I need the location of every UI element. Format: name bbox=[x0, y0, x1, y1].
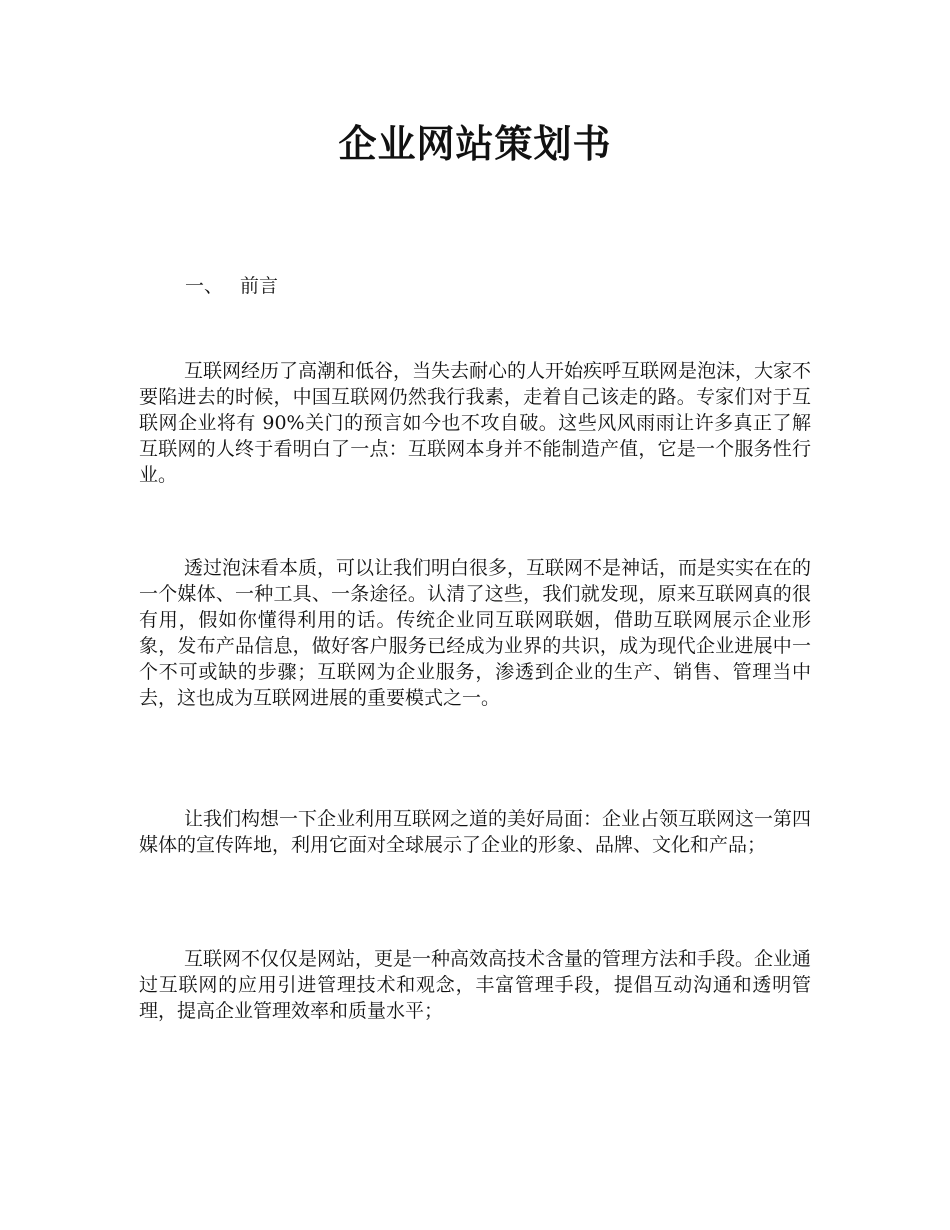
section-title: 前言 bbox=[240, 275, 279, 297]
paragraph: 互联网不仅仅是网站，更是一种高效高技术含量的管理方法和手段。企业通过互联网的应用引进管理技术和观念，丰富管理手段，提倡互动沟通和透明管理，提高企业管理效率和质量水平； bbox=[139, 948, 812, 1022]
document-title: 企业网站策划书 bbox=[338, 121, 612, 166]
paragraph: 互联网经历了高潮和低谷，当失去耐心的人开始疾呼互联网是泡沫，大家不要陷进去的时候，中国互联网仍然我行我素，走着自己该走的路。专家们对于互联网企业将有 90%关门的预言如今也不攻自破。这些风风雨雨让许多真正了解互联网的人终于看明白了一点：互联网本身并不能制造产值，它是一个服务性行业。 bbox=[139, 360, 812, 486]
paragraph: 透过泡沫看本质，可以让我们明白很多，互联网不是神话，而是实实在在的一个媒体、一种工具、一条途径。认清了这些，我们就发现，原来互联网真的很有用，假如你懂得利用的话。传统企业同互联网联姻，借助互联网展示企业形象，发布产品信息，做好客户服务已经成为业界的共识，成为现代企业进展中一个不可或缺的步骤；互联网为企业服务，渗透到企业的生产、销售、管理当中去，这也成为互联网进展的重要模式之一。 bbox=[139, 557, 812, 709]
paragraph: 让我们构想一下企业利用互联网之道的美好局面：企业占领互联网这一第四媒体的宣传阵地，利用它面对全球展示了企业的形象、品牌、文化和产品； bbox=[139, 808, 812, 856]
section-number: 一、 bbox=[185, 275, 224, 297]
section-heading bbox=[185, 272, 278, 300]
